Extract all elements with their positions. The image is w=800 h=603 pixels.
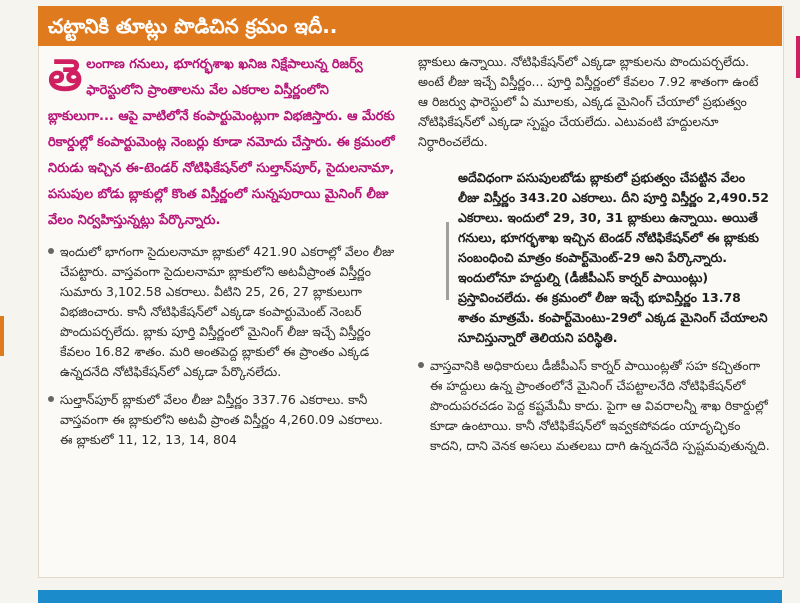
article-header xyxy=(38,6,782,46)
drop-cap: తె xyxy=(48,50,83,101)
bullet-paragraph-sultanpur xyxy=(48,390,398,450)
intro-text: లంగాణ గనులు, భూగర్భశాఖ ఖనిజ నిక్షేపాలున్న రిజర్వ్ ఫారెస్టులోని ప్రాంతాలను వేల ఎకరాల విస్తీర్ణంలోని బ్లాకులుగా... ఆపై వాటిలోనే కంపార్టుమెంట్లుగా విభజిస్తారు. ఆ మేరకు రికార్డుల్లో కంపార్టుమెంట్ల నెంబర్లు కూడా నమోదు చేస్తారు. ఈ క్రమంలో నిరుడు ఇచ్చిన ఈ-టెండర్ నోటిఫికేషన్‌లో సుల్తాన్‌పూర్, సైదులనామా, పసుపుల బోడు బ్లాకుల్లో కొంత విస్తీర్ణంలో సున్నపురాయి మైనింగ్ లీజు వేలం నిర్వహిస్తున్నట్లు పేర్కొన్నారు. xyxy=(48,57,395,228)
continued-paragraph: బ్లాకులు ఉన్నాయి. నోటిఫికేషన్‌లో ఎక్కడా బ్లాకులను పొందుపర్చలేదు. అంటే లీజు ఇచ్చే విస్తీర్ణం... పూర్తి విస్తీర్ణంలో కేవలం 7.92 శాతంగా ఉంటే ఆ రిజర్వు ఫారెస్టులో ఏ మూలకు, ఎక్కడ మైనింగ్ చేయాలో ప్రభుత్వం నోటిఫికేషన్‌లో ఎక్కడా స్పష్టం చేయలేదు. ఎటువంటి హద్దులనూ నిర్ధారించలేదు. xyxy=(418,54,759,149)
bullet-paragraph-dgps xyxy=(418,356,770,456)
left-column xyxy=(48,52,398,450)
bullet-text: సుల్తాన్‌పూర్ బ్లాకులో వేలం లీజు విస్తీర్ణం 337.76 ఎకరాలు. కానీ వాస్తవంగా ఈ బ్లాకులోని అటవీ ప్రాంత విస్తీర్ణం 4,260.09 ఎకరాలు. ఈ బ్లాకులో 11, 12, 13, 14, 804 xyxy=(60,392,383,447)
bullet-paragraph-saidulanama xyxy=(48,242,398,382)
bullet-dot-icon xyxy=(48,248,54,254)
bullet-text: వాస్తవానికి అధికారులు డీజీపీఎస్ కార్నర్ పాయింట్లతో సహ కచ్చితంగా ఈ హద్దులు ఉన్న ప్రాంతంలోనే మైనింగ్ చేపట్టాలనేది నోటిఫికేషన్‌లో పొందుపరచడం పెద్ద కష్టమేమీ కాదు. పైగా ఆ వివరాలన్నీ శాఖ రికార్డుల్లో కూడా ఉంటాయి. కానీ నోటిఫికేషన్‌లో ఇవ్వకపోవడం యాదృచ్ఛికం కాదని, దాని వెనక అసలు మతలబు దాగి ఉన్నదనేది స్పష్టమవుతున్నది. xyxy=(430,358,770,453)
left-edge-marker xyxy=(0,316,4,356)
right-column xyxy=(418,52,770,456)
bullet-dot-icon xyxy=(48,396,54,402)
inset-vertical-rule xyxy=(446,222,449,300)
bottom-color-bar xyxy=(38,590,782,603)
intro-paragraph xyxy=(48,52,398,234)
bullet-dot-icon xyxy=(418,362,424,368)
bullet-text: ఇందులో భాగంగా సైదులనామా బ్లాకులో 421.90 ఎకరాల్లో వేలం లీజు చేపట్టారు. వాస్తవంగా సైదులనామా బ్లాకులోని అటవీప్రాంత విస్తీర్ణం సుమారు 3,102.58 ఎకరాలు. వీటిని 25, 26, 27 బ్లాకులుగా విభజించారు. కానీ నోటిఫికేషన్‌లో ఎక్కడా కంపార్టుమెంట్ నెంబర్ పొందుపర్చలేదు. బ్లాకు పూర్తి విస్తీర్ణంలో మైనింగ్ లీజు ఇచ్చే విస్తీర్ణం కేవలం 16.82 శాతం. మరి అంతపెద్ద బ్లాకులో ఈ ప్రాంతం ఎక్కడ ఉన్నదనేది నోటిఫికేషన్‌లో ఎక్కడా పేర్కొనలేదు. xyxy=(60,244,395,379)
inset-text: అదేవిధంగా పసుపులబోడు బ్లాకులో ప్రభుత్వం చేపట్టిన వేలం లీజు విస్తీర్ణం 343.20 ఎకరాలు. దీని పూర్తి విస్తీర్ణం 2,490.52 ఎకరాలు. ఇందులో 29, 30, 31 బ్లాకులు ఉన్నాయి. అయితే గనులు, భూగర్భశాఖ ఇచ్చిన టెండర్ నోటిఫికేషన్‌లో ఈ బ్లాకుకు సంబంధించి మాత్రం కంపార్ట్‌మెంట్-29 అని పేర్కొన్నారు. ఇందులోనూ హద్దుల్ని (డీజీపీఎస్ కార్నర్ పాయింట్లు) ప్రస్తావించలేదు. ఈ క్రమంలో లీజు ఇచ్చే భూవిస్తీర్ణం 13.78 శాతం మాత్రమే. కంపార్ట్‌మెంటు-29లో ఎక్కడ మైనింగ్ చేయాలని సూచిస్తున్నారో తెలియని పరిస్థితి. xyxy=(458,170,769,345)
article-title: చట్టానికి తూట్లు పొడిచిన క్రమం ఇదీ.. xyxy=(48,14,338,38)
inset-paragraph-pasupulabodu xyxy=(446,168,770,348)
right-edge-marker xyxy=(796,36,800,78)
